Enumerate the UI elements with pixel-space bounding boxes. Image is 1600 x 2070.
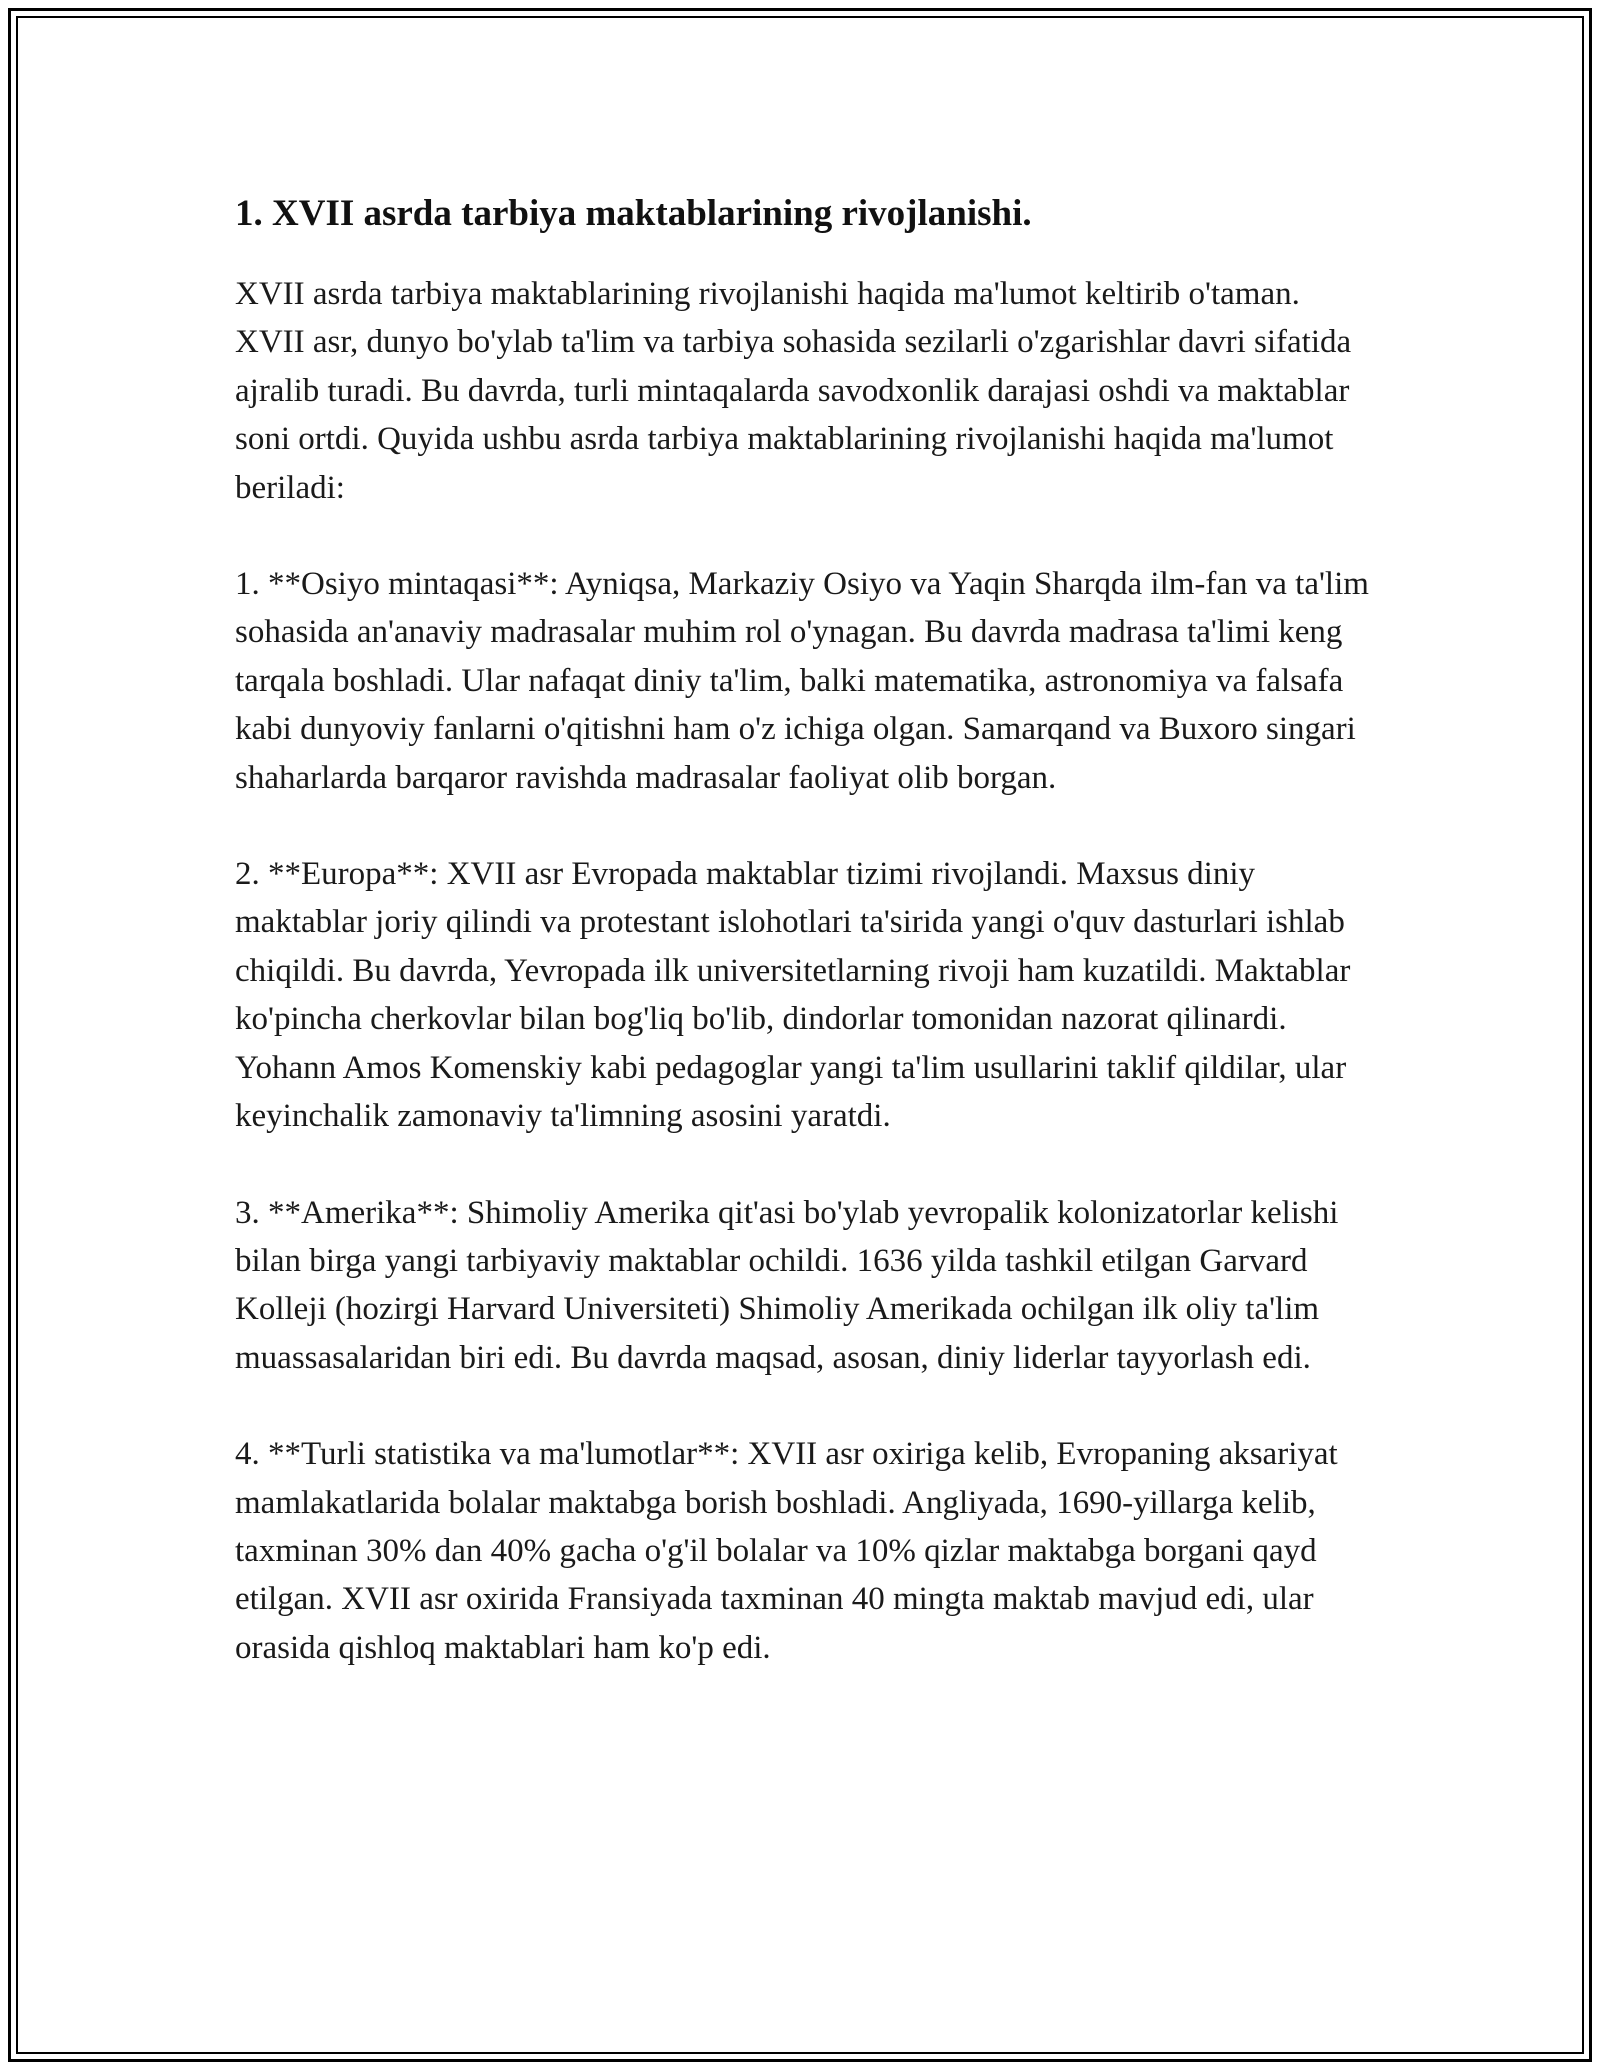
document-title: 1. XVII asrda tarbiya maktablarining rivojlanishi. — [235, 193, 1032, 234]
paragraph-statistics: 4. **Turli statistika va ma'lumotlar**: XVII asr oxiriga kelib, Evropaning aksariyat mamlakatlarida bolalar maktabga borish boshladi. Angliyada, 1690-yillarga kelib, taxminan 30% dan 40% gacha o'g'il bolalar va 10% qizlar maktabga borgani qayd etilgan. XVII asr oxirida Fransiyada taxminan 40 mingta maktab mavjud edi, ular orasida qishloq maktablari ham ko'p edi. — [235, 1436, 1338, 1666]
document-body — [235, 188, 1375, 1720]
paragraph-europe: 2. **Europa**: XVII asr Evropada maktablar tizimi rivojlandi. Maxsus diniy maktablar joriy qilindi va protestant islohotlari ta'sirida yangi o'quv dasturlari ishlab chiqildi. Bu davrda, Yevropada ilk universitetlarning rivoji ham kuzatildi. Maktablar ko'pincha cherkovlar bilan bog'liq bo'lib, dindorlar tomonidan nazorat qilinardi. Yohann Amos Komenskiy kabi pedagoglar yangi ta'lim usullarini taklif qildilar, ular keyinchalik zamonaviy ta'limning asosini yaratdi. — [235, 856, 1351, 1135]
paragraph-america: 3. **Amerika**: Shimoliy Amerika qit'asi bo'ylab yevropalik kolonizatorlar kelishi bilan birga yangi tarbiyaviy maktablar ochildi. 1636 yilda tashkil etilgan Garvard Kolleji (hozirgi Harvard Universiteti) Shimoliy Amerikada ochilgan ilk oliy ta'lim muassasalaridan biri edi. Bu davrda maqsad, asosan, diniy liderlar tayyorlash edi. — [235, 1194, 1339, 1376]
paragraph-asia: 1. **Osiyo mintaqasi**: Ayniqsa, Markaziy Osiyo va Yaqin Sharqda ilm-fan va ta'lim sohasida an'anaviy madrasalar muhim rol o'ynagan. Bu davrda madrasa ta'limi keng tarqala boshladi. Ular nafaqat diniy ta'lim, balki matematika, astronomiya va falsafa kabi dunyoviy fanlarni o'qitishni ham o'z ichiga olgan. Samarqand va Buxoro singari shaharlarda barqaror ravishda madrasalar faoliyat olib borgan. — [235, 566, 1369, 796]
paragraph-intro: XVII asrda tarbiya maktablarining rivojlanishi haqida ma'lumot keltirib o'taman. XVII asr, dunyo bo'ylab ta'lim va tarbiya sohasida sezilarli o'zgarishlar davri sifatida ajralib turadi. Bu davrda, turli mintaqalarda savodxonlik darajasi oshdi va maktablar soni ortdi. Quyida ushbu asrda tarbiya maktablarining rivojlanishi haqida ma'lumot beriladi: — [235, 276, 1352, 506]
